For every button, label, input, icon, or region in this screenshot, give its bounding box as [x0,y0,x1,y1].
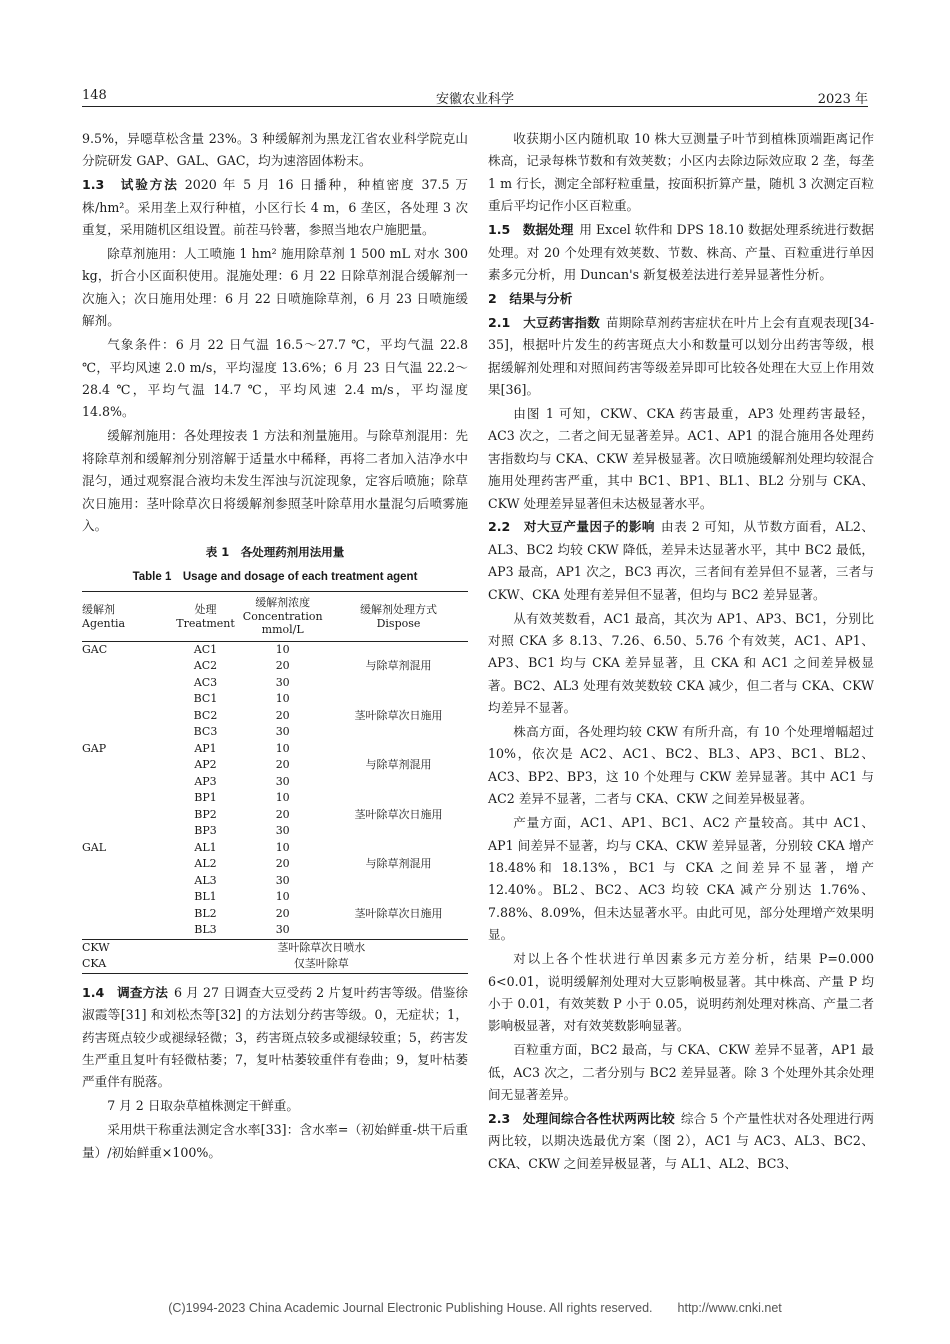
section-text: 由表 2 可知，从节数方面看，AL2、AL3、BC2 均较 CKW 降低，差异未达显著水平，其中 BC2 最低，AP3 最高，AP1 次之，BC3 再次，三者间有差异但不显著，三者与 CKW、CKA 处理有差异但不显著，但均与 BC2 差异显著。 [488,519,874,602]
paragraph: 除草剂施用：人工喷施 1 hm² 施用除草剂 1 500 mL 对水 300 kg，折合小区面积使用。混施处理：6 月 22 日除草剂混合缓解剂一次施入；次日施用处理：6 月 22 日喷施除草剂，6 月 23 日喷施缓解剂。 [82,246,468,329]
paragraph: 缓解剂施用：各处理按表 1 方法和剂量施用。与除草剂混用：先将除草剂和缓解剂分别溶解于适量水中稀释，再将二者加入洁净水中混匀，通过观察混合液均未发生浑浊与沉淀现象，定容后喷施；除草次日施用：茎叶除草次日将缓解剂参照茎叶除草用水量混匀后喷雾施入。 [82,428,468,533]
section-heading: 2.3 处理间综合各性状两两比较 [488,1110,675,1126]
section-heading: 1.4 调查方法 [82,984,168,1000]
section-text: 综合 5 个产量性状对各处理进行两两比较，以期决选最优方案（图 2），AC1 与 AC3、AL3、BC2、CKA、CKW 之间差异极显著，与 AL1、AL2、BC3、 [488,1110,875,1171]
section-heading: 2.1 大豆药害指数 [488,314,600,330]
paragraph: 9.5%，异噁草松含量 23%。3 种缓解剂为黑龙江省农业科学院克山分院研发 GAP、GAL、GAC，均为速溶固体粉末。 [82,131,468,169]
section-heading: 1.5 数据处理 [488,222,574,238]
table-row: AC2 20 与除草剂混用 [193,659,432,673]
paragraph: 气象条件：6 月 22 日气温 16.5～27.7 ℃，平均气温 22.8 ℃，平均风速 2.0 m/s，平均湿度 13.6%；6 月 23 日气温 22.2～28.4 ℃，平均气温 14.7 ℃，平均风速 2.4 m/s，平均湿度 14.8%。 [82,337,468,420]
section-1-5 [488,219,874,286]
table-row: BC1 10 [193,692,290,706]
paragraph: 采用烘干称重法测定含水率[33]：含水率=（初始鲜重-烘干后重量）/初始鲜重×100%。 [82,1122,468,1160]
copyright-footer: (C)1994-2023 China Academic Journal Electronic Publishing House. All rights reserved. http://www.cnki.net [168,1301,782,1315]
section-2-1 [488,312,874,402]
table-row: GAC AC1 10 [82,642,290,656]
table-row: BL2 20 茎叶除草次日施用 [194,906,443,920]
table-row-ckw: CKW 茎叶除草次日喷水 [82,939,468,956]
section-1-4 [82,982,468,1094]
paragraph: 对以上各个性状进行单因素多元方差分析，结果 P=0.000 6<0.01，说明缓解剂处理对大豆影响极显著。其中株高、产量 P 均小于 0.01，有效荚数 P 小于 0.05，说明药剂处理对株高、产量二者影响极显著，对有效荚数影响显著。 [488,951,874,1034]
table-header-row [82,592,468,642]
paragraph: 产量方面，AC1、AP1、BC1、AC2 产量较高。其中 AC1、AP1 间差异不显著，均与 CKA、CKW 差异显著，分别较 CKA 增产 18.48%和 18.13%，BC1 与 CKA 之间差异不显著，增产 12.40%。BL2、BC2、AC3 均较 CKA 减产分别达 1.76%、7.88%、8.09%，但未达显著水平。由此可见，部分处理增产效果明显。 [488,815,874,943]
table-row: BL1 10 [194,890,290,904]
section-heading: 2.2 对大豆产量因子的影响 [488,519,656,535]
treatment-table [82,591,468,974]
col-agentia: 缓解剂 Agentia [82,603,126,630]
table-caption-en: Table 1 Usage and dosage of each treatment agent [132,571,418,584]
table-row: BC2 20 茎叶除草次日施用 [193,708,443,722]
section-1-3 [82,174,468,241]
section-2-3 [488,1108,874,1175]
table-row: BP1 10 [194,791,290,805]
table-row: BL3 30 [194,923,290,937]
paragraph: 7 月 2 日取杂草植株测定干鲜重。 [107,1098,299,1114]
paragraph: 百粒重方面，BC2 最高，与 CKA、CKW 差异不显著，AP1 最低，AC3 次之，二者分别与 BC2 差异显著。除 3 个处理外其余处理间无显著差异。 [488,1042,874,1103]
table-row-cka: CKA 仅茎叶除草 [82,956,468,973]
section-2-heading: 2 结果与分析 [488,290,573,306]
section-text: 用 Excel 软件和 DPS 18.10 数据处理系统进行数据处理。对 20 个处理有效荚数、节数、株高、产量、百粒重进行单因素多元分析，用 Duncan's 新复极差法进行差异显著性分析。 [488,222,874,282]
left-column [82,128,468,1166]
page-header [82,84,868,107]
section-text: 2020 年 5 月 16 日播种，种植密度 37.5 万株/hm²。采用垄上双行种植，小区行长 4 m，6 垄区，各处理 3 次重复，采用随机区组设置。前茬马铃薯，参照当地农户施肥量。 [82,177,468,238]
paragraph: 从有效荚数看，AC1 最高，其次为 AP1、AP3、BC1，分别比对照 CKA 多 8.13、7.26、6.50、5.76 个有效荚，AC1、AP1、AP3、BC1 均与 CKA 差异显著，且 CKA 和 AC1 之间差异极显著。BC2、AL3 处理有效荚数较 CKA 减少，但二者与 CKA、CKW 均差异不显著。 [488,610,874,716]
paragraph: 株高方面，各处理均较 CKW 有所升高，有 10 个处理增幅超过 10%，依次是 AC2、AC1、BC2、BL3、AP3、BC1、BL2、AC3、BP2、BP3，这 10 个处理与 CKW 差异显著。其中 AC1 与 AC2 差异不显著，二者与 CKA、CKW 之间差异极显著。 [488,724,874,807]
paragraph: 由图 1 可知，CKW、CKA 药害最重，AP3 处理药害最轻，AC3 次之，二者之间无显著差异。AC1、AP1 的混合施用各处理药害指数均与 CKA、CKW 差异极显著。次日喷施缓解剂处理均较混合施用处理药害严重，其中 BC1、BP1、BL1、BL2 分别与 CKA、CKW 处理差异显著但未达极显著水平。 [488,405,874,511]
page-number: 148 [82,88,107,103]
section-2-2 [488,516,874,606]
table-row: AL3 30 [194,873,290,887]
journal-name: 安徽农业科学 [435,92,514,107]
col-dispose: 缓解剂处理方式 Dispose [360,603,437,630]
col-treatment: 处理 Treatment [176,603,235,630]
table-row: AP3 30 [194,774,290,788]
table-row: BP2 20 茎叶除草次日施用 [194,807,443,821]
table-row: BP3 30 [194,824,290,838]
section-text: 6 月 27 日调查大豆受药 2 片复叶药害等级。借鉴徐淑霞等[31] 和刘松杰等[32] 的方法划分药害等级。0，无症状；1，药害斑点较少或褪绿轻微；3，药害斑点较多或褪绿较重；5，药害发生严重且复叶有轻微枯萎；7，复叶枯萎较重伴有卷曲；9，复叶枯萎严重伴有脱落。 [82,984,468,1090]
paragraph: 收获期小区内随机取 10 株大豆测量子叶节到植株顶端距离记作株高，记录每株节数和有效荚数；小区内去除边际效应取 2 垄，每垄 1 m 行长，测定全部籽粒重量，按面积折算产量，随机 3 次测定百粒重后平均记作小区百粒重。 [488,131,874,214]
table-row: BC3 30 [193,725,290,739]
table-row: GAP AP1 10 [82,741,290,755]
table-row: GAL AL1 10 [82,840,290,854]
table-row: AL2 20 与除草剂混用 [194,857,432,871]
section-text: 苗期除草剂药害症状在叶片上会有直观表现[34-35]，根据叶片发生的药害斑点大小和数量可以划分出药害等级，根据缓解剂处理和对照间药害等级差异即可比较各处理在大豆上作用效果[36]。 [488,314,874,397]
journal-year: 2023 年 [817,92,868,107]
right-column [488,128,874,1177]
col-concentration: 缓解剂浓度 Concentration mmol/L [242,596,323,637]
table-row: AP2 20 与除草剂混用 [194,758,432,772]
section-heading: 1.3 试验方法 [82,177,179,193]
table-row: AC3 30 [193,675,290,689]
table-caption-cn: 表 1 各处理药剂用法用量 [205,545,345,560]
